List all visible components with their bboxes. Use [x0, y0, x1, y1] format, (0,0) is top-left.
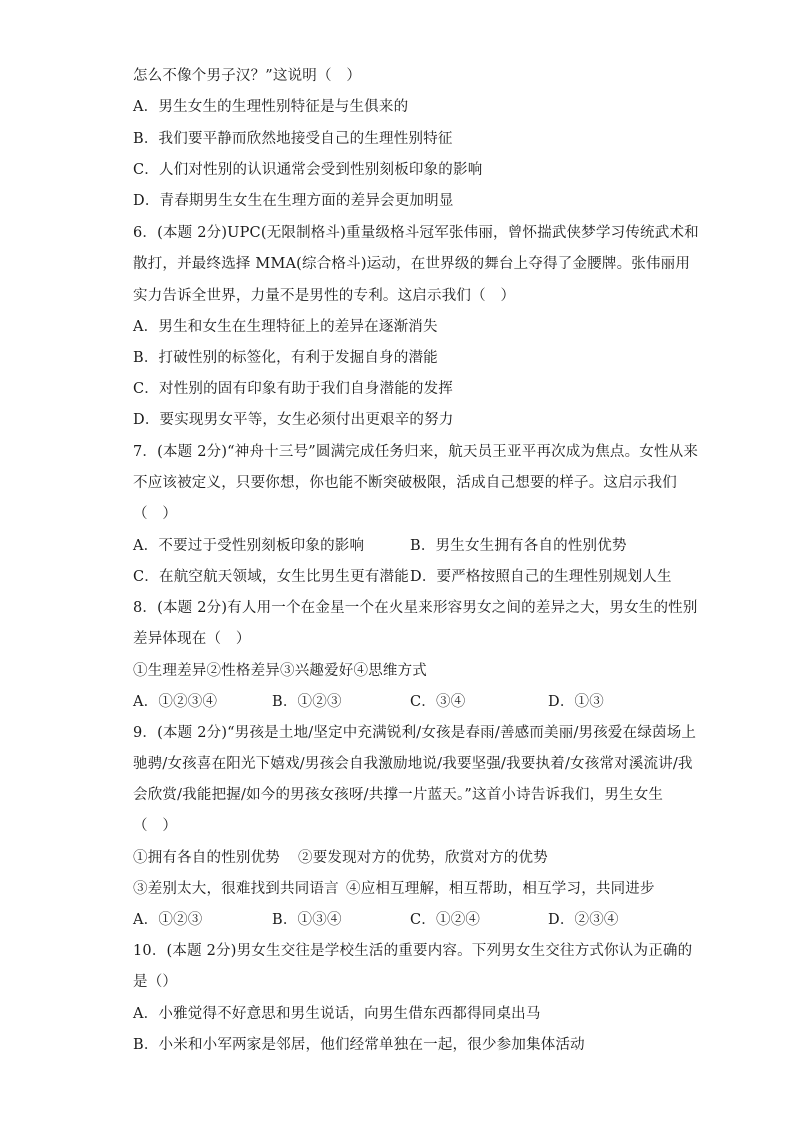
q8-stem-line-2: 差异体现在（ ）	[133, 631, 251, 647]
q8-items: ①生理差异②性格差异③兴趣爱好④思维方式	[133, 663, 427, 679]
q9-stem-line-2: 驰骋/女孩喜在阳光下嬉戏/男孩会自我激励地说/我要坚强/我要执着/女孩常对溪流讲/我	[133, 756, 693, 772]
q6-stem-line-1: 6．(本题 2分)UPC(无限制格斗)重量级格斗冠军张伟丽，曾怀揣武侠梦学习传统武术和	[133, 225, 699, 241]
q9-item-4: ④应相互理解，相互帮助，相互学习，共同进步	[346, 881, 655, 897]
q9-option-b: B．①③④	[272, 912, 342, 928]
q10-option-a: A．小雅觉得不好意思和男生说话，向男生借东西都得同桌出马	[133, 1006, 541, 1022]
q8-option-b: B．①②③	[272, 694, 342, 710]
q7-stem-line-1: 7．(本题 2分)“神舟十三号”圆满完成任务归来，航天员王亚平再次成为焦点。女性从来	[133, 444, 699, 460]
q7-answer-bracket: （ ）	[133, 506, 178, 522]
q9-item-2: ②要发现对方的优势，欣赏对方的优势	[298, 850, 548, 866]
q7-option-c: C．在航空航天领域，女生比男生更有潜能	[133, 569, 409, 585]
q7-stem-line-2: 不应该被定义，只要你想，你也能不断突破极限，活成自己想要的样子。这启示我们	[133, 475, 677, 491]
q8-option-a: A．①②③④	[133, 694, 218, 710]
q7-option-a: A．不要过于受性别刻板印象的影响	[133, 538, 365, 554]
q7-option-b: B．男生女生拥有各自的性别优势	[410, 538, 627, 554]
q9-answer-bracket: （ ）	[133, 818, 178, 834]
q9-stem-line-1: 9．(本题 2分)“男孩是土地/坚定中充满锐利/女孩是春雨/善感而美丽/男孩爱在绿茵场上	[133, 725, 697, 741]
q5-option-c: C．人们对性别的认识通常会受到性别刻板印象的影响	[133, 162, 483, 178]
q9-stem-line-3: 会欣赏/我能把握/如今的男孩女孩呀/共撑一片蓝天。”这首小诗告诉我们，男生女生	[133, 787, 664, 803]
q10-stem-line-1: 10．(本题 2分)男女生交往是学校生活的重要内容。下列男女生交往方式你认为正确的	[133, 943, 693, 959]
q6-option-c: C．对性别的固有印象有助于我们自身潜能的发挥	[133, 381, 453, 397]
q6-stem-line-3: 实力告诉全世界，力量不是男性的专利。这启示我们（ ）	[133, 288, 516, 304]
q9-option-a: A．①②③	[133, 912, 203, 928]
q8-stem-line-1: 8．(本题 2分)有人用一个在金星一个在火星来形容男女之间的差异之大，男女生的性别	[133, 600, 698, 616]
q5-stem-tail: 怎么不像个男子汉？”这说明（ ）	[133, 68, 362, 84]
q5-option-a: A．男生女生的生理性别特征是与生俱来的	[133, 99, 409, 115]
q9-items-row-1	[133, 848, 693, 868]
q7-options-row-1	[133, 536, 693, 556]
q10-stem-line-2: 是（）	[133, 974, 178, 990]
q6-stem-line-2: 散打，并最终选择 MMA(综合格斗)运动，在世界级的舞台上夺得了金腰牌。张伟丽用	[133, 256, 691, 272]
q5-option-b: B．我们要平静而欣然地接受自己的生理性别特征	[133, 131, 453, 147]
q8-option-c: C．③④	[410, 694, 466, 710]
q7-option-d: D．要严格按照自己的生理性别规划人生	[410, 569, 672, 585]
q9-item-1: ①拥有各自的性别优势	[133, 850, 280, 866]
q7-options-row-2	[133, 567, 693, 587]
q6-option-b: B．打破性别的标签化，有利于发掘自身的潜能	[133, 350, 438, 366]
q9-option-d: D．②③④	[548, 912, 619, 928]
q8-option-d: D．①③	[548, 694, 604, 710]
q9-item-3: ③差别太大，很难找到共同语言	[133, 881, 339, 897]
q6-option-d: D．要实现男女平等，女生必须付出更艰辛的努力	[133, 412, 454, 428]
q10-option-b: B．小米和小军两家是邻居，他们经常单独在一起，很少参加集体活动	[133, 1037, 585, 1053]
q9-items-row-2	[133, 879, 693, 899]
q6-option-a: A．男生和女生在生理特征上的差异在逐渐消失	[133, 319, 438, 335]
q9-option-c: C．①②④	[410, 912, 481, 928]
q5-option-d: D．青春期男生女生在生理方面的差异会更加明显	[133, 193, 454, 209]
